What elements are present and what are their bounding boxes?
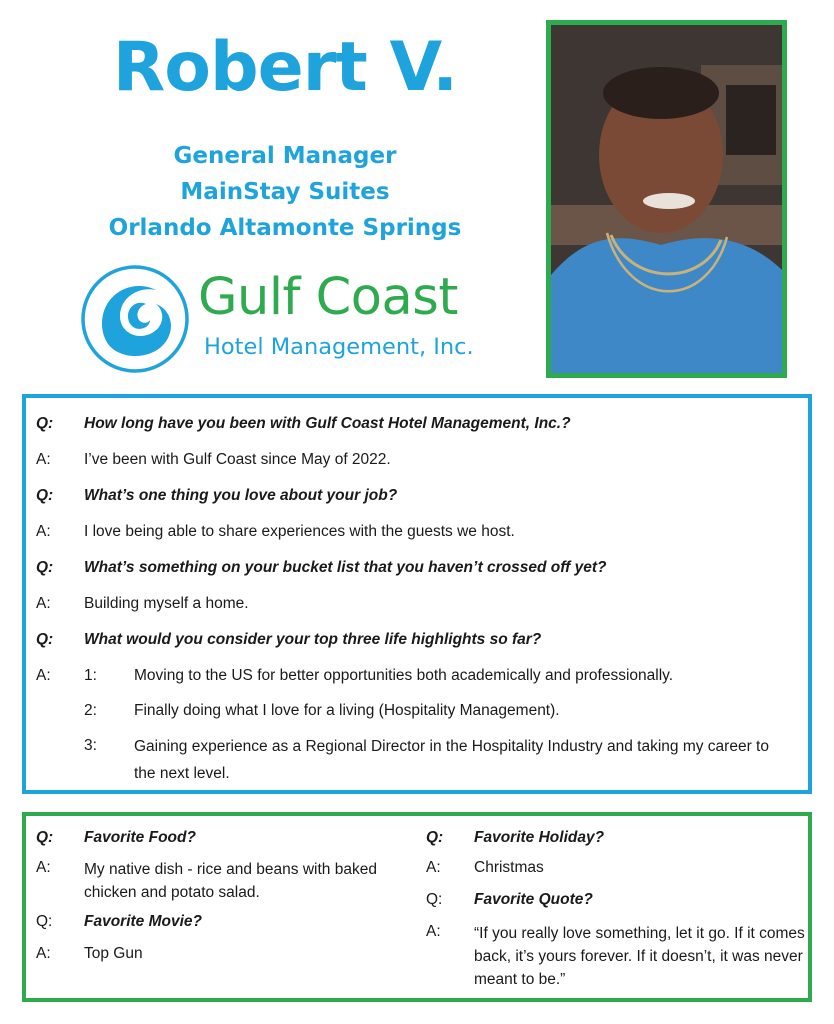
highlight-row (36, 736, 796, 786)
portrait-illustration (551, 25, 782, 373)
employee-name: Robert V. (112, 28, 458, 107)
favorite-answer-row (36, 858, 416, 902)
highlight-text: Gaining experience as a Regional Director in the Hospitality Industry and taking my career to the next level. (134, 738, 769, 782)
question-label: Q: (36, 415, 54, 432)
answer-label: A: (36, 523, 51, 540)
answer-text: Building myself a home. (84, 595, 249, 612)
question-label: Q: (36, 913, 53, 930)
question-label: Q: (36, 559, 54, 576)
answer-label: A: (36, 451, 51, 468)
answer-label: A: (36, 945, 51, 962)
answer-label: A: (36, 667, 51, 684)
question-label: Q: (426, 891, 443, 908)
job-title: General Manager (173, 143, 397, 169)
favorite-answer-row (426, 922, 806, 992)
property-name: MainStay Suites (180, 179, 390, 205)
highlight-number: 2: (84, 702, 97, 719)
question-text: What’s one thing you love about your job? (84, 487, 398, 504)
favorites-section (22, 812, 812, 1002)
question-text: What’s something on your bucket list that you haven’t crossed off yet? (84, 559, 607, 576)
favorite-question: Favorite Holiday? (474, 829, 605, 846)
favorite-answer: Top Gun (84, 945, 143, 962)
answer-label: A: (36, 859, 51, 876)
logo-company-subtitle: Hotel Management, Inc. (204, 334, 474, 360)
favorite-question: Favorite Food? (84, 829, 196, 846)
favorite-question: Favorite Movie? (84, 913, 202, 930)
portrait-photo (546, 20, 787, 378)
favorite-answer: “If you really love something, let it go. If it comes back, it’s yours forever. If it doesn’t, it was never meant to be.” (474, 925, 805, 988)
answer-text: I’ve been with Gulf Coast since May of 2022. (84, 451, 391, 468)
answer-label: A: (426, 859, 441, 876)
question-text: How long have you been with Gulf Coast Hotel Management, Inc.? (84, 415, 571, 432)
question-label: Q: (36, 631, 54, 648)
answer-label: A: (36, 595, 51, 612)
highlight-text: Finally doing what I love for a living (Hospitality Management). (134, 702, 560, 719)
job-titles (60, 138, 510, 246)
question-label: Q: (426, 829, 444, 846)
favorite-question: Favorite Quote? (474, 891, 593, 908)
answer-text: I love being able to share experiences with the guests we host. (84, 523, 515, 540)
property-location: Orlando Altamonte Springs (108, 215, 462, 241)
logo-company-name: Gulf Coast (198, 268, 458, 327)
interview-qa-section (22, 394, 812, 794)
highlight-number: 1: (84, 667, 97, 684)
question-text: What would you consider your top three life highlights so far? (84, 631, 542, 648)
company-logo (80, 262, 510, 372)
question-label: Q: (36, 829, 54, 846)
highlight-number: 3: (84, 737, 97, 754)
wave-logo-icon (80, 264, 190, 374)
favorite-answer: Christmas (474, 859, 544, 876)
favorite-answer: My native dish - rice and beans with baked chicken and potato salad. (84, 861, 377, 901)
highlight-text: Moving to the US for better opportunities both academically and professionally. (134, 667, 674, 684)
answer-label: A: (426, 923, 441, 940)
question-label: Q: (36, 487, 54, 504)
